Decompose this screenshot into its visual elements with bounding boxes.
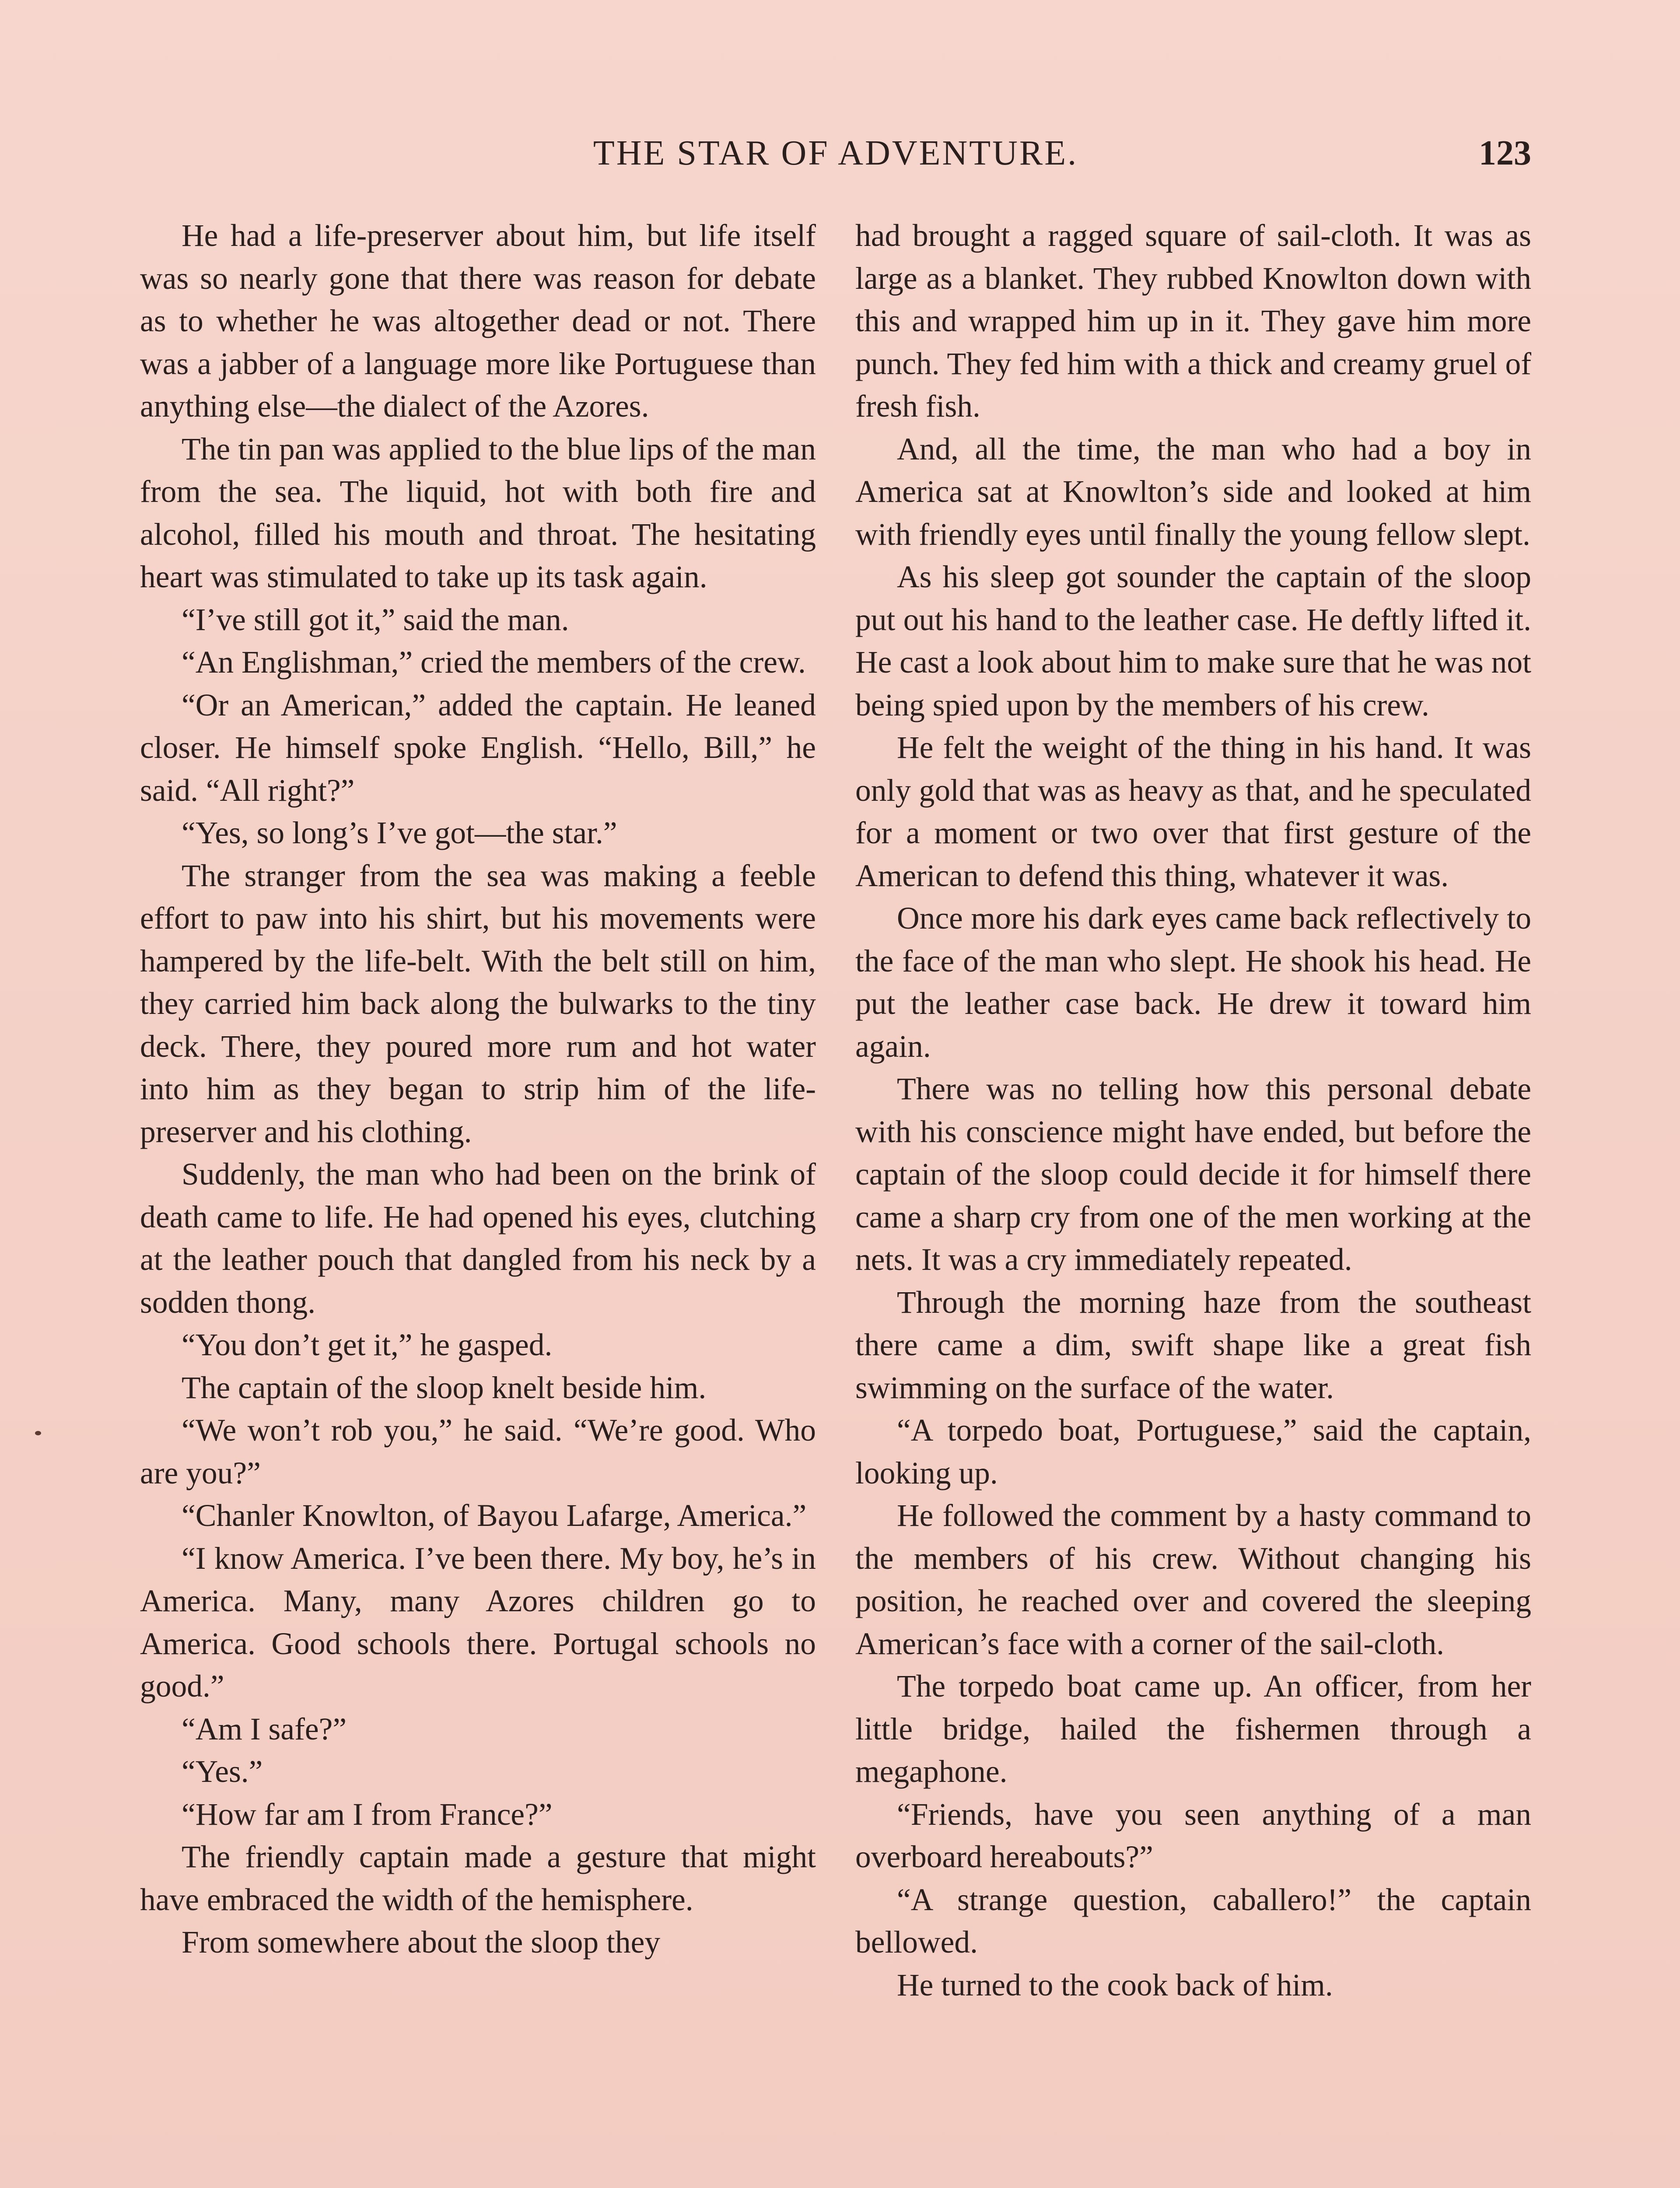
paragraph: “A strange question, caballero!” the captain bellowed.	[855, 1882, 1531, 1960]
paragraph: “Yes.”	[182, 1754, 263, 1789]
paragraph: “I know America. I’ve been there. My boy, he’s in America. Many, many Azores children go to America. Good schools there. Portugal schools no good.”	[140, 1541, 816, 1704]
paragraph: The friendly captain made a gesture that might have embraced the width of the hemisphere.	[140, 1840, 816, 1917]
paragraph: The torpedo boat came up. An officer, from her little bridge, hailed the fishermen through a megaphone.	[855, 1669, 1531, 1789]
text-columns	[140, 214, 1531, 2188]
paragraph: The captain of the sloop knelt beside him.	[182, 1370, 707, 1405]
paragraph: “We won’t rob you,” he said. “We’re good. Who are you?”	[140, 1413, 816, 1490]
paragraph: “Chanler Knowlton, of Bayou Lafarge, America.”	[182, 1498, 807, 1533]
paragraph: “Friends, have you seen anything of a man overboard hereabouts?”	[855, 1797, 1531, 1874]
paragraph: He felt the weight of the thing in his hand. It was only gold that was as heavy as that, and he speculated for a moment or two over that first gesture of the American to defend this thing, whatever it was.	[855, 730, 1531, 893]
running-title: THE STAR OF ADVENTURE.	[593, 134, 1078, 172]
paragraph: “Yes, so long’s I’ve got—the star.”	[182, 816, 617, 850]
paragraph: “A torpedo boat, Portuguese,” said the captain, looking up.	[855, 1413, 1531, 1490]
paragraph: And, all the time, the man who had a boy in America sat at Knowlton’s side and looked at him with friendly eyes until finally the young fellow slept.	[855, 431, 1531, 552]
paragraph: He had a life-preserver about him, but life itself was so nearly gone that there was reason for debate as to whether he was altogether dead or not. There was a jabber of a language more like Portuguese than anything else—the dialect of the Azores.	[140, 218, 816, 424]
paragraph: The tin pan was applied to the blue lips of the man from the sea. The liquid, hot with both fire and alcohol, filled his mouth and throat. The hesitating heart was stimulated to take up its task again.	[140, 431, 816, 594]
paragraph: He followed the comment by a hasty command to the members of his crew. Without changing his position, he reached over and covered the sleeping American’s face with a corner of the sail-cloth.	[855, 1498, 1531, 1661]
paragraph: Suddenly, the man who had been on the brink of death came to life. He had opened his eyes, clutching at the leather pouch that dangled from his neck by a sodden thong.	[140, 1157, 816, 1320]
paragraph: “I’ve still got it,” said the man.	[182, 602, 569, 637]
paragraph: The stranger from the sea was making a feeble effort to paw into his shirt, but his movements were hampered by the life-belt. With the belt still on him, they carried him back along the bulwarks to the tiny deck. There, they poured more rum and hot water into him as they began to strip him of the life-preserver and his clothing.	[140, 858, 816, 1149]
right-column	[855, 214, 1531, 2188]
left-column	[140, 214, 816, 2188]
paragraph: As his sleep got sounder the captain of the sloop put out his hand to the leather case. He deftly lifted it. He cast a look about him to make sure that he was not being spied upon by the members of his crew.	[855, 560, 1531, 722]
paragraph: “How far am I from France?”	[182, 1797, 553, 1832]
paragraph: “Or an American,” added the captain. He leaned closer. He himself spoke English. “Hello, Bill,” he said. “All right?”	[140, 687, 816, 808]
running-header	[140, 127, 1531, 179]
paper-speck	[35, 1431, 41, 1435]
paragraph: “Am I safe?”	[182, 1711, 347, 1746]
paragraph: “An Englishman,” cried the members of the crew.	[182, 645, 806, 680]
paragraph: Through the morning haze from the southeast there came a dim, swift shape like a great fish swimming on the surface of the water.	[855, 1285, 1531, 1405]
paragraph: There was no telling how this personal debate with his conscience might have ended, but before the captain of the sloop could decide it for himself there came a sharp cry from one of the men working at the nets. It was a cry immediately repeated.	[855, 1072, 1531, 1277]
page-number: 123	[1479, 134, 1531, 172]
paragraph: He turned to the cook back of him.	[897, 1967, 1333, 2002]
paragraph: had brought a ragged square of sail-cloth. It was as large as a blanket. They rubbed Knowlton down with this and wrapped him up in it. They gave him more punch. They fed him with a thick and creamy gruel of fresh fish.	[855, 218, 1531, 424]
paragraph: Once more his dark eyes came back reflectively to the face of the man who slept. He shook his head. He put the leather case back. He drew it toward him again.	[855, 901, 1531, 1064]
paragraph: “You don’t get it,” he gasped.	[182, 1328, 553, 1362]
paragraph: From somewhere about the sloop they	[182, 1925, 661, 1960]
